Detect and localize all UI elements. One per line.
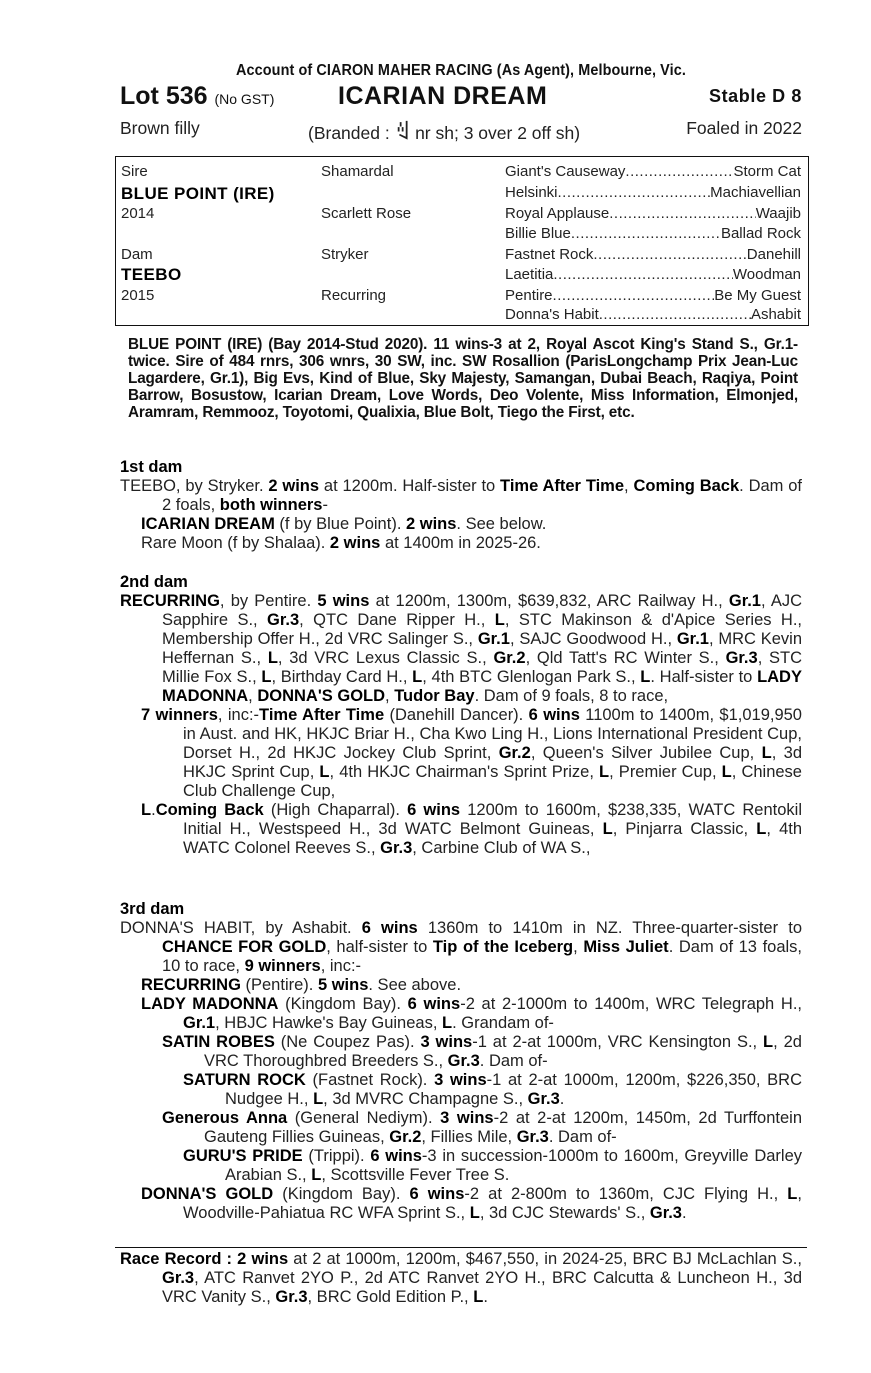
text-run: L <box>756 820 767 838</box>
gen3-right: Storm Cat <box>733 163 801 180</box>
text-run: L <box>141 801 152 819</box>
text-run: , by Pentire. <box>219 592 318 610</box>
text-run: Tudor Bay <box>394 687 475 705</box>
progeny-entry <box>120 995 802 1033</box>
text-run: , <box>624 477 629 495</box>
text-run: , 3d CJC Stewards' S., <box>479 1204 650 1222</box>
grandsire: Shamardal <box>321 163 394 180</box>
text-run: , Woodville-Pahiatua RC WFA Sprint S., <box>183 1185 802 1222</box>
text-run: -3 in succession-1000m to 1600m, Greyville Darley Arabian S., <box>225 1147 802 1184</box>
text-run: . See above. <box>368 976 462 994</box>
text-run: L <box>267 649 278 667</box>
text-run: - <box>322 496 328 514</box>
text-run: 9 winners <box>244 957 321 975</box>
dam-name: TEEBO <box>121 265 182 284</box>
text-run: DONNA'S GOLD <box>257 687 386 705</box>
gen3-right: Woodman <box>732 266 801 283</box>
text-run: L <box>473 1288 484 1306</box>
pedigree-table <box>115 156 809 326</box>
text-run: ICARIAN DREAM <box>141 515 275 533</box>
gen3-row <box>505 287 801 304</box>
text-run: LADY MADONNA <box>141 995 279 1013</box>
lot-label: Lot 536 <box>120 82 208 110</box>
text-run: -1 at 2-at 1000m, VRC Kensington S., <box>472 1033 764 1051</box>
text-run: , <box>248 687 258 705</box>
dam-year: 2015 <box>121 287 155 304</box>
vendor-account: Account of CIARON MAHER RACING (As Agent), Melbourne, Vic. <box>236 62 686 79</box>
sire-year: 2014 <box>121 205 155 222</box>
text-run: , 4th BTC Glenlogan Park S., <box>422 668 641 686</box>
gen3-right: Danehill <box>746 246 801 263</box>
section-heading: 1st dam <box>120 458 183 476</box>
text-run: . Dam of- <box>548 1128 617 1146</box>
progeny-entry <box>120 976 802 995</box>
dam-sire: Stryker <box>321 246 369 263</box>
dam-paragraph <box>120 477 802 515</box>
text-run: L <box>442 1014 453 1032</box>
text-run: . Dam of 13 foals, 10 to race, <box>162 938 803 975</box>
text-run: Gr.3 <box>275 1288 308 1306</box>
text-run: DONNA'S HABIT, by Ashabit. <box>120 919 362 937</box>
brand-prefix: (Branded : <box>308 123 395 143</box>
gen3-row <box>505 266 801 283</box>
gen3-right: Waajib <box>755 205 801 222</box>
text-run: Tip of the Iceberg <box>432 938 574 956</box>
gen3-left: Pentire <box>505 287 553 304</box>
text-run: 6 wins <box>407 995 461 1013</box>
progeny-entry <box>120 1071 802 1109</box>
text-run: (Ne Coupez Pas). <box>274 1033 421 1051</box>
dot-leader <box>553 287 715 304</box>
text-run: RECURRING <box>141 976 241 994</box>
text-run: , Qld Tatt's RC Winter S., <box>525 649 726 667</box>
text-run: , SAJC Goodwood H., <box>509 630 677 648</box>
text-run: . See below. <box>456 515 547 533</box>
sex-colour: Brown filly <box>120 118 200 138</box>
section-heading: 3rd dam <box>120 900 185 918</box>
text-run: 6 wins <box>370 1147 422 1165</box>
text-run: , MRC Kevin Heffernan S., <box>162 630 803 667</box>
text-run: , <box>385 687 395 705</box>
third-dam-section <box>120 900 802 1223</box>
text-run: L <box>319 763 330 781</box>
text-run: Gr.3 <box>162 1269 195 1287</box>
foaled-year: Foaled in 2022 <box>686 118 802 138</box>
text-run: -2 at 2-800m to 1360m, CJC Flying H., <box>464 1185 788 1203</box>
description-row <box>120 118 802 144</box>
text-run: (General Nediym). <box>287 1109 441 1127</box>
text-run: , Premier Cup, <box>609 763 722 781</box>
text-run: at 1200m. Half-sister to <box>319 477 501 495</box>
progeny-entry <box>120 1033 802 1071</box>
divider <box>115 1247 807 1248</box>
text-run: Gr.3 <box>380 839 413 857</box>
sire-summary: BLUE POINT (IRE) (Bay 2014-Stud 2020). 11 wins-3 at 2, Royal Ascot King's Stand S., Gr.1-twice. Sire of 484 rnrs, 306 wnrs, 30 SW, inc. SW Rosallion (ParisLongchamp Prix Jean-Luc Lagardere, Gr.1), Big Evs, Kind of Blue, Sky Majesty, Samangan, Dubai Beach, Raqiya, Point Barrow, Bosustow, Icarian Dream, Love Words, Deo Volente, Miss Information, Elmonjed, Aramram, Remmooz, Toyotomi, Qualixia, Blue Bolt, Tiego the First, etc. <box>128 336 798 421</box>
text-run: CHANCE FOR GOLD <box>162 938 327 956</box>
text-run: , STC Millie Fox S., <box>162 649 803 686</box>
text-run: , 4th WATC Colonel Reeves S., <box>183 820 803 857</box>
progeny-entry <box>120 1109 802 1147</box>
text-run: L <box>721 763 732 781</box>
text-run: , AJC Sapphire S., <box>162 592 802 629</box>
brand-info <box>308 118 580 145</box>
gen3-row <box>505 205 801 222</box>
text-run: -2 at 2-at 1200m, 1450m, 2d Turffontein Gauteng Fillies Guineas, <box>204 1109 802 1146</box>
text-run: LADY MADONNA <box>162 668 802 705</box>
text-run: L <box>311 1166 322 1184</box>
dot-leader <box>609 205 755 222</box>
text-run: 2 wins <box>329 534 381 552</box>
progeny-entry <box>120 801 802 858</box>
text-run: . Dam of 9 foals, 8 to race, <box>474 687 669 705</box>
text-run: at 2 at 1000m, 1200m, $467,550, in 2024-25, BRC BJ McLachlan S., <box>288 1250 802 1268</box>
text-run: L <box>469 1204 480 1222</box>
text-run: . <box>151 801 156 819</box>
text-run: , HBJC Hawke's Bay Guineas, <box>215 1014 443 1032</box>
dot-leader <box>599 306 751 323</box>
brand-suffix: nr sh; 3 over 2 off sh) <box>410 123 581 143</box>
text-run: 5 wins <box>317 976 369 994</box>
text-run: , ATC Ranvet 2YO P., 2d ATC Ranvet 2YO H., BRC Calcutta & Luncheon H., 3d VRC Vanity S., <box>162 1269 802 1306</box>
text-run: , Queen's Silver Jubilee Cup, <box>530 744 762 762</box>
text-run: (Fastnet Rock). <box>305 1071 435 1089</box>
text-run: Miss Juliet <box>583 938 669 956</box>
gen3-row <box>505 225 801 242</box>
gen3-right: Machiavellian <box>710 184 801 201</box>
gen3-left: Billie Blue <box>505 225 571 242</box>
sire-label: Sire <box>121 163 148 180</box>
text-run: Gr.3 <box>267 611 300 629</box>
text-run: , 2d VRC Thoroughbred Breeders S., <box>204 1033 802 1070</box>
text-run: Gr.3 <box>527 1090 560 1108</box>
text-run: (High Chaparral). <box>263 801 408 819</box>
text-run: at 1200m, 1300m, $639,832, ARC Railway H., <box>369 592 729 610</box>
gst-note: (No GST) <box>214 91 275 107</box>
text-run: . Grandam of- <box>452 1014 554 1032</box>
text-run: L <box>494 611 505 629</box>
text-run: L <box>761 744 772 762</box>
text-run: , inc:- <box>217 706 260 724</box>
text-run: L <box>640 668 651 686</box>
dam-paragraph <box>120 919 802 976</box>
text-run: , Fillies Mile, <box>421 1128 517 1146</box>
first-dam-section <box>120 458 802 553</box>
gen3-row <box>505 163 801 180</box>
text-run: L <box>763 1033 774 1051</box>
text-run: Gr.1 <box>676 630 709 648</box>
text-run: . Half-sister to <box>650 668 758 686</box>
text-run: . <box>681 1204 687 1222</box>
text-run: Gr.1 <box>183 1014 216 1032</box>
text-run: , STC Makinson & d'Apice Series H., Membership Offer H., 2d VRC Salinger S., <box>162 611 802 648</box>
text-run: Time After Time <box>500 477 625 495</box>
text-run: DONNA'S GOLD <box>141 1185 274 1203</box>
text-run: (Kingdom Bay). <box>273 1185 410 1203</box>
brand-glyph-icon: ꆻ <box>394 122 411 144</box>
gen3-right: Ashabit <box>750 306 801 323</box>
text-run: TEEBO, by Stryker. <box>120 477 269 495</box>
header <box>120 62 802 144</box>
text-run: L <box>599 763 610 781</box>
dam-paragraph <box>120 592 802 706</box>
dot-leader <box>571 225 721 242</box>
text-run: , Carbine Club of WA S., <box>412 839 591 857</box>
text-run: Gr.2 <box>389 1128 422 1146</box>
text-run: Gr.2 <box>493 649 526 667</box>
dot-leader <box>625 163 733 180</box>
text-run: 1100m to 1400m, $1,019,950 in Aust. and HK, HKJC Briar H., Cha Kwo Ling H., Lions International President Cup, Dorset H., 2d HKJC Jockey Club Sprint, <box>183 706 802 762</box>
text-run: (f by Blue Point). <box>274 515 406 533</box>
text-run: SATURN ROCK <box>183 1071 306 1089</box>
text-run: -2 at 2-1000m to 1400m, WRC Telegraph H., <box>460 995 802 1013</box>
text-run: , half-sister to <box>326 938 433 956</box>
text-run: 5 wins <box>317 592 370 610</box>
gen3-left: Donna's Habit <box>505 306 599 323</box>
text-run: L <box>261 668 272 686</box>
gen3-right: Ballad Rock <box>720 225 801 242</box>
dot-leader <box>553 266 733 283</box>
text-run: 1360m to 1410m in NZ. Three-quarter-sister to <box>417 919 802 937</box>
text-run: (Kingdom Bay). <box>278 995 408 1013</box>
second-dam-section <box>120 573 802 858</box>
text-run: 2 wins <box>268 477 320 495</box>
gen3-left: Fastnet Rock <box>505 246 594 263</box>
text-run: 6 wins <box>407 801 461 819</box>
granddam-dam-side: Recurring <box>321 287 387 304</box>
progeny-entry <box>120 534 802 553</box>
text-run: -1 at 2-at 1000m, 1200m, $226,350, BRC Nudgee H., <box>225 1071 802 1108</box>
text-run: 7 winners <box>141 706 218 724</box>
progeny-entry <box>120 515 802 534</box>
text-run: (Trippi). <box>302 1147 371 1165</box>
stable-location: Stable D 8 <box>708 86 802 106</box>
text-run: . Dam of- <box>479 1052 548 1070</box>
text-run: . Dam of 2 foals, <box>162 477 803 514</box>
text-run: SATIN ROBES <box>162 1033 275 1051</box>
horse-name: ICARIAN DREAM <box>338 82 548 110</box>
progeny-entry <box>120 1147 802 1185</box>
gen3-left: Laetitia <box>505 266 554 283</box>
text-run: L <box>412 668 423 686</box>
text-run: . <box>559 1090 565 1108</box>
text-run: RECURRING <box>120 592 220 610</box>
text-run: 1200m to 1600m, $238,335, WATC Rentokil Initial H., Westspeed H., 3d WATC Belmont Guineas, <box>183 801 802 838</box>
text-run: , Chinese Club Challenge Cup, <box>183 763 802 800</box>
dot-leader <box>593 246 746 263</box>
text-run: Rare Moon (f by Shalaa). <box>141 534 330 552</box>
gen3-left: Helsinki <box>505 184 558 201</box>
granddam-sire-side: Scarlett Rose <box>321 205 412 222</box>
text-run: , 3d VRC Lexus Classic S., <box>277 649 494 667</box>
gen3-row <box>505 184 801 201</box>
text-run: Gr.1 <box>477 630 510 648</box>
lot-number <box>120 82 274 111</box>
text-run: , 4th HKJC Chairman's Sprint Prize, <box>329 763 600 781</box>
text-run: 3 wins <box>440 1109 494 1127</box>
text-run: 3 wins <box>434 1071 487 1089</box>
progeny-entry <box>120 1185 802 1223</box>
text-run: Gr.3 <box>725 649 758 667</box>
text-run: Coming Back <box>633 477 740 495</box>
dam-label: Dam <box>121 246 153 263</box>
sire-name: BLUE POINT (IRE) <box>121 184 275 203</box>
race-record-text <box>120 1250 802 1307</box>
gen3-left: Royal Applause <box>505 205 610 222</box>
lot-row <box>120 82 802 112</box>
text-run: Race Record : 2 wins <box>120 1250 289 1268</box>
text-run: both winners <box>219 496 323 514</box>
text-run: Gr.1 <box>728 592 761 610</box>
text-run: (Danehill Dancer). <box>384 706 529 724</box>
text-run: L <box>787 1185 798 1203</box>
text-run: at 1400m in 2025-26. <box>380 534 541 552</box>
progeny-entry <box>120 706 802 801</box>
text-run: , BRC Gold Edition P., <box>307 1288 474 1306</box>
text-run: 6 wins <box>361 919 418 937</box>
text-run: Generous Anna <box>162 1109 288 1127</box>
race-record <box>120 1250 802 1307</box>
text-run: , inc:- <box>320 957 362 975</box>
text-run: (Pentire). <box>240 976 318 994</box>
text-run: Gr.3 <box>447 1052 480 1070</box>
text-run: GURU'S PRIDE <box>183 1147 303 1165</box>
text-run: 6 wins <box>409 1185 465 1203</box>
text-run: . <box>483 1288 488 1306</box>
text-run: Coming Back <box>155 801 264 819</box>
text-run: 2 wins <box>405 515 457 533</box>
text-run: L <box>313 1090 324 1108</box>
text-run: , 3d HKJC Sprint Cup, <box>183 744 802 781</box>
text-run: Gr.3 <box>516 1128 549 1146</box>
gen3-row <box>505 246 801 263</box>
section-heading: 2nd dam <box>120 573 188 591</box>
text-run: Gr.3 <box>649 1204 682 1222</box>
text-run: 3 wins <box>420 1033 473 1051</box>
text-run: 6 wins <box>528 706 580 724</box>
text-run: Gr.2 <box>498 744 531 762</box>
text-run: , <box>573 938 584 956</box>
text-run: , Pinjarra Classic, <box>612 820 757 838</box>
text-run: Time After Time <box>259 706 385 724</box>
gen3-row <box>505 306 801 323</box>
text-run: , Birthday Card H., <box>271 668 413 686</box>
gen3-right: Be My Guest <box>714 287 801 304</box>
dot-leader <box>558 184 711 201</box>
text-run: L <box>602 820 613 838</box>
text-run: , 3d MVRC Champagne S., <box>323 1090 528 1108</box>
text-run: , Scottsville Fever Tree S. <box>321 1166 510 1184</box>
gen3-left: Giant's Causeway <box>505 163 626 180</box>
text-run: , QTC Dane Ripper H., <box>299 611 495 629</box>
